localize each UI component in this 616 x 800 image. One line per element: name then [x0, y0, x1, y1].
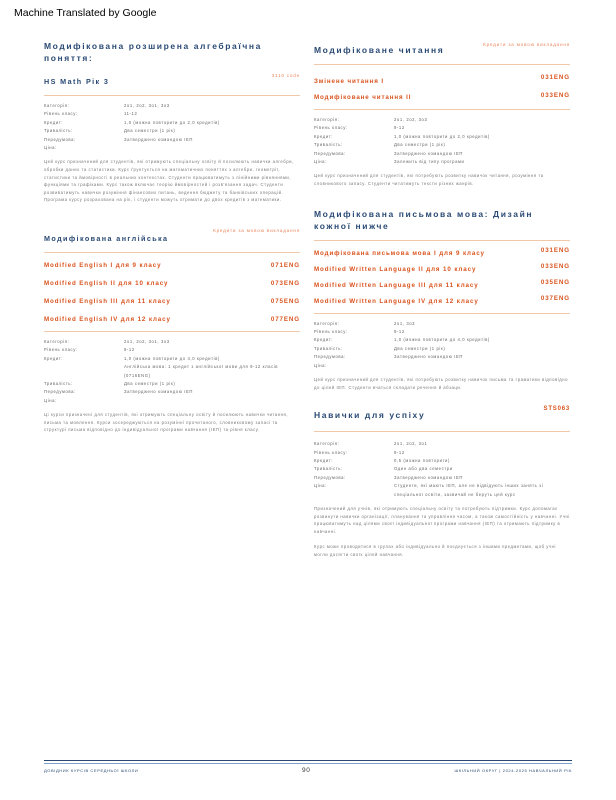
meta-value: 1,0 (можна повторити до 2,0 кредитів): [124, 119, 220, 125]
course-code: 035ENG: [540, 278, 570, 286]
meta-value: Англійська мова: 1 кредит з англійської мови для 9-12 класів (0716ENG): [124, 364, 279, 378]
meta-row: [44, 363, 300, 380]
course-code: 031ENG: [540, 246, 570, 254]
divider: [314, 240, 570, 241]
meta-key: Категорія:: [314, 320, 340, 326]
meta-value: [124, 397, 300, 405]
writing-description: Цей курс призначений для студентів, які потребують розвитку навичок письма та граматики відповідно до цілей ІЕП. Студенти вчаться складати речення й абзаци.: [314, 377, 568, 390]
meta-key: Ціна:: [44, 397, 57, 403]
meta-row: [314, 482, 570, 499]
meta-value: Два семестри (1 рік): [394, 142, 446, 148]
meta-row: [314, 336, 570, 344]
divider: [314, 109, 570, 110]
meta-key: Рівень класу:: [44, 347, 78, 353]
meta-key: Кредит:: [314, 458, 334, 464]
meta-key: Категорія:: [314, 117, 340, 122]
reading-title: Модифіковане читання: [314, 45, 445, 55]
meta-key: Кредит:: [314, 337, 334, 343]
divider: [44, 95, 300, 96]
meta-value: 2о1, 3о3: [394, 320, 416, 326]
course-name: Modified English IV для 12 класу: [44, 316, 171, 323]
meta-row: [314, 362, 570, 370]
meta-row: [314, 449, 570, 457]
study-skills-section: [314, 405, 570, 558]
meta-row: [44, 110, 300, 118]
left-column: [44, 36, 300, 434]
study-description: Призначений для учнів, які отримують спеціальну освіту та потребують підтримки. Курс допомагає розвинути навички організації, планування та управління часом, а також самостійність у навчанні. Учні працюватимуть над цілями своєї індивідуальної програми навчання (ІЕП) та отримають підтримку в навчанні.: [314, 506, 570, 534]
course-row: [314, 246, 570, 259]
course-code: 077ENG: [270, 316, 300, 323]
course-name: Modified Written Language III для 11 класу: [314, 281, 479, 289]
english-description: Ці курси призначені для студентів, які отримують спеціальну освіту й посилюють навички читання, письма та мовлення. Курси зосереджуються на розумінні прочитаного, словниковому запасі та структурі письма відповідно до індивідуальної програми навчання (ІЕП) та рівня класу.: [44, 412, 289, 433]
meta-key: Рівень класу:: [314, 125, 348, 131]
meta-key: Передумова:: [314, 354, 346, 360]
meta-value: Залежить від типу програми: [394, 159, 465, 165]
meta-value: Затверджено командою ІЕП: [394, 150, 463, 156]
footer-right-text: ШКІЛЬНИЙ ОКРУГ | 2024-2025 НАВЧАЛЬНИЙ РІК: [454, 768, 572, 773]
course-name: Змінене читання I: [314, 78, 384, 85]
math-code: 3110 code: [271, 73, 300, 78]
meta-row: [44, 102, 300, 110]
writing-title: Модифікована письмова мова: Дизайн кожної нижче: [314, 208, 534, 231]
meta-value: Два семестри (1 рік): [124, 128, 176, 134]
page-number: 90: [302, 767, 311, 774]
course-name: Modified English III для 11 класу: [44, 298, 171, 305]
course-code: 037ENG: [540, 294, 570, 302]
meta-row: [44, 380, 300, 388]
meta-value: [124, 144, 300, 152]
meta-value: 2о1, 2о2, 3о1, 3о3: [124, 103, 170, 108]
meta-key: Передумова:: [44, 389, 76, 395]
meta-key: Передумова:: [314, 474, 346, 480]
math-meta: [44, 102, 300, 152]
meta-key: Кредит:: [44, 355, 64, 361]
page-footer: [44, 768, 572, 773]
course-code: 075ENG: [270, 298, 300, 305]
divider: [314, 313, 570, 314]
machine-translation-banner: Machine Translated by Google: [14, 7, 157, 19]
meta-key: Категорія:: [314, 441, 340, 447]
course-row: [314, 278, 570, 291]
course-row: [44, 261, 300, 271]
meta-row: [44, 119, 300, 127]
meta-row: [314, 345, 570, 353]
course-name: Modified Written Language IV для 12 класу: [314, 297, 479, 305]
meta-value: [394, 362, 570, 370]
meta-value: 2о1, 2о2, 3о1, 3о3: [124, 339, 170, 344]
course-row: [314, 294, 570, 307]
course-name: Modified English I для 9 класу: [44, 262, 162, 269]
meta-row: [44, 127, 300, 135]
math-title: Модифікована розширена алгебраїчна поняття:: [44, 41, 262, 63]
meta-row: [314, 141, 570, 149]
meta-key: Рівень класу:: [314, 329, 348, 335]
math-section: [44, 40, 300, 204]
meta-row: [314, 116, 570, 124]
meta-key: Категорія:: [44, 339, 70, 344]
course-row: [44, 297, 300, 307]
right-column: [314, 36, 570, 559]
course-code: 033ENG: [540, 262, 570, 270]
meta-row: [314, 133, 570, 141]
reading-credit-note: Кредити за мовою викладання: [483, 42, 570, 47]
meta-row: [314, 124, 570, 132]
meta-value: 1,0 (можна повторити до 4,0 кредитів): [124, 355, 220, 361]
course-code: 073ENG: [270, 280, 300, 287]
course-row: [314, 93, 570, 103]
divider: [314, 431, 570, 432]
meta-row: [314, 465, 570, 473]
divider: [314, 64, 570, 65]
study-description-2: Курс може проводитися в групах або індивідуально й поєднується з іншими предметами, щоб учні могли досягти своїх цілей навчання.: [314, 544, 556, 558]
reading-meta: [314, 116, 570, 166]
meta-row: [314, 474, 570, 482]
meta-key: Рівень класу:: [314, 449, 348, 455]
meta-value: 9-12: [124, 347, 135, 353]
course-code: 071ENG: [270, 262, 300, 269]
meta-row: [44, 136, 300, 144]
meta-value: Затверджено командою ІЕП: [124, 389, 193, 395]
meta-key: Передумова:: [44, 136, 76, 142]
meta-row: [44, 355, 300, 363]
meta-row: [314, 457, 570, 465]
meta-key: Кредит:: [314, 133, 334, 139]
writing-meta: [314, 320, 570, 370]
meta-key: [44, 363, 124, 380]
meta-row: [44, 144, 300, 152]
meta-key: Тривалість:: [44, 381, 73, 387]
divider: [44, 331, 300, 332]
meta-row: [44, 338, 300, 346]
course-name: Модифіковане читання II: [314, 94, 412, 101]
english-meta: [44, 338, 300, 405]
meta-value: Два семестри (1 рік): [124, 381, 176, 387]
meta-key: Ціна:: [44, 145, 57, 151]
meta-key: Передумова:: [314, 150, 346, 156]
course-row: [314, 74, 570, 87]
meta-value: Затверджено командою ІЕП: [124, 136, 193, 142]
divider: [44, 252, 300, 253]
meta-key: Ціна:: [314, 159, 327, 165]
meta-key: Тривалість:: [44, 128, 73, 134]
meta-value: 0,5 (можна повторити): [394, 458, 450, 464]
english-header: [44, 228, 300, 246]
meta-row: [314, 353, 570, 361]
meta-key: Кредит:: [44, 119, 64, 125]
english-credit-note: Кредити за мовою викладання: [213, 228, 300, 233]
meta-value: 9-12: [394, 329, 405, 335]
meta-row: [314, 328, 570, 336]
math-description: Цей курс призначений для студентів, які отримують спеціальну освіту й посилюють навички алгебри, обробки даних та статистики. Курс ґрунтується на математичних поняттях з алгебри, геометрії, статистики та ймовірності в реальних контекстах. Студенти працюватимуть з лінійними рівняннями, функціями та графіками. Курс також включає теорію ймовірностей і розв'язання задач. Студенти розвиватимуть навички розуміння фінансових питань, ведення бюджету та банківських операцій. Програма курсу розрахована на рік, і студенти можуть отримати до двох кредитів з математики.: [44, 159, 294, 203]
reading-section: [314, 40, 570, 188]
meta-row: [44, 346, 300, 354]
meta-value: 1,0 (можна повторити до 2,0 кредитів): [394, 133, 490, 139]
course-name: Modified Written Language II для 10 класу: [314, 265, 477, 273]
reading-description: Цей курс призначений для студентів, які потребують розвитку навичок читання, розуміння та словникового запасу. Студенти читатимуть тексти різних жанрів.: [314, 173, 544, 187]
meta-value: 2о1, 2о2, 3о3: [394, 117, 428, 122]
meta-row: [44, 397, 300, 405]
meta-value: 1,0 (можна повторити до 4,0 кредитів): [394, 337, 490, 343]
meta-value: 9-12: [394, 125, 405, 131]
meta-value: Затверджено командою ІЕП: [394, 474, 463, 480]
english-section: [44, 228, 300, 434]
meta-row: [314, 320, 570, 328]
meta-row: [314, 150, 570, 158]
meta-key: Рівень класу:: [44, 111, 78, 117]
writing-section: [314, 208, 570, 392]
math-subheader: [44, 71, 300, 89]
footer-rule: [44, 763, 572, 764]
meta-key: Тривалість:: [314, 466, 343, 472]
meta-key: Тривалість:: [314, 142, 343, 148]
course-name: Modified English II для 10 класу: [44, 280, 169, 287]
meta-value: Один або два семестри: [394, 466, 453, 472]
meta-row: [44, 388, 300, 396]
footer-rule: [44, 760, 572, 761]
course-code: 033ENG: [540, 92, 570, 99]
meta-key: Категорія:: [44, 103, 70, 108]
reading-header: [314, 40, 570, 58]
study-code: STS063: [543, 406, 570, 413]
meta-key: Ціна:: [314, 483, 327, 489]
meta-value: Два семестри (1 рік): [394, 345, 446, 351]
course-code: 031ENG: [540, 74, 570, 81]
meta-row: [314, 440, 570, 448]
course-row: [44, 279, 300, 289]
study-meta: [314, 440, 570, 499]
english-title: Модифікована англійська: [44, 234, 169, 243]
meta-value: Студенти, які мають ІЕП, але не відвідують інших занять зі спеціальної освіти, зазвичай не беруть цей курс: [394, 483, 544, 497]
meta-row: [314, 158, 570, 166]
meta-value: 9-12: [394, 449, 405, 455]
study-header: [314, 405, 570, 423]
course-row: [44, 315, 300, 325]
meta-key: Тривалість:: [314, 345, 343, 351]
course-name: Модифікована письмова мова I для 9 класу: [314, 249, 485, 257]
meta-key: Ціна:: [314, 362, 327, 368]
footer-left-text: ДОВІДНИК КУРСІВ СЕРЕДНЬОЇ ШКОЛИ: [44, 768, 139, 773]
study-title: Навички для успіху: [314, 410, 426, 421]
meta-value: 2о1, 2о2, 3о1: [394, 441, 428, 447]
meta-value: Затверджено командою ІЕП: [394, 354, 463, 360]
meta-value: 11-12: [124, 111, 138, 117]
math-subtitle: HS Math Рік 3: [44, 77, 110, 86]
course-row: [314, 262, 570, 275]
